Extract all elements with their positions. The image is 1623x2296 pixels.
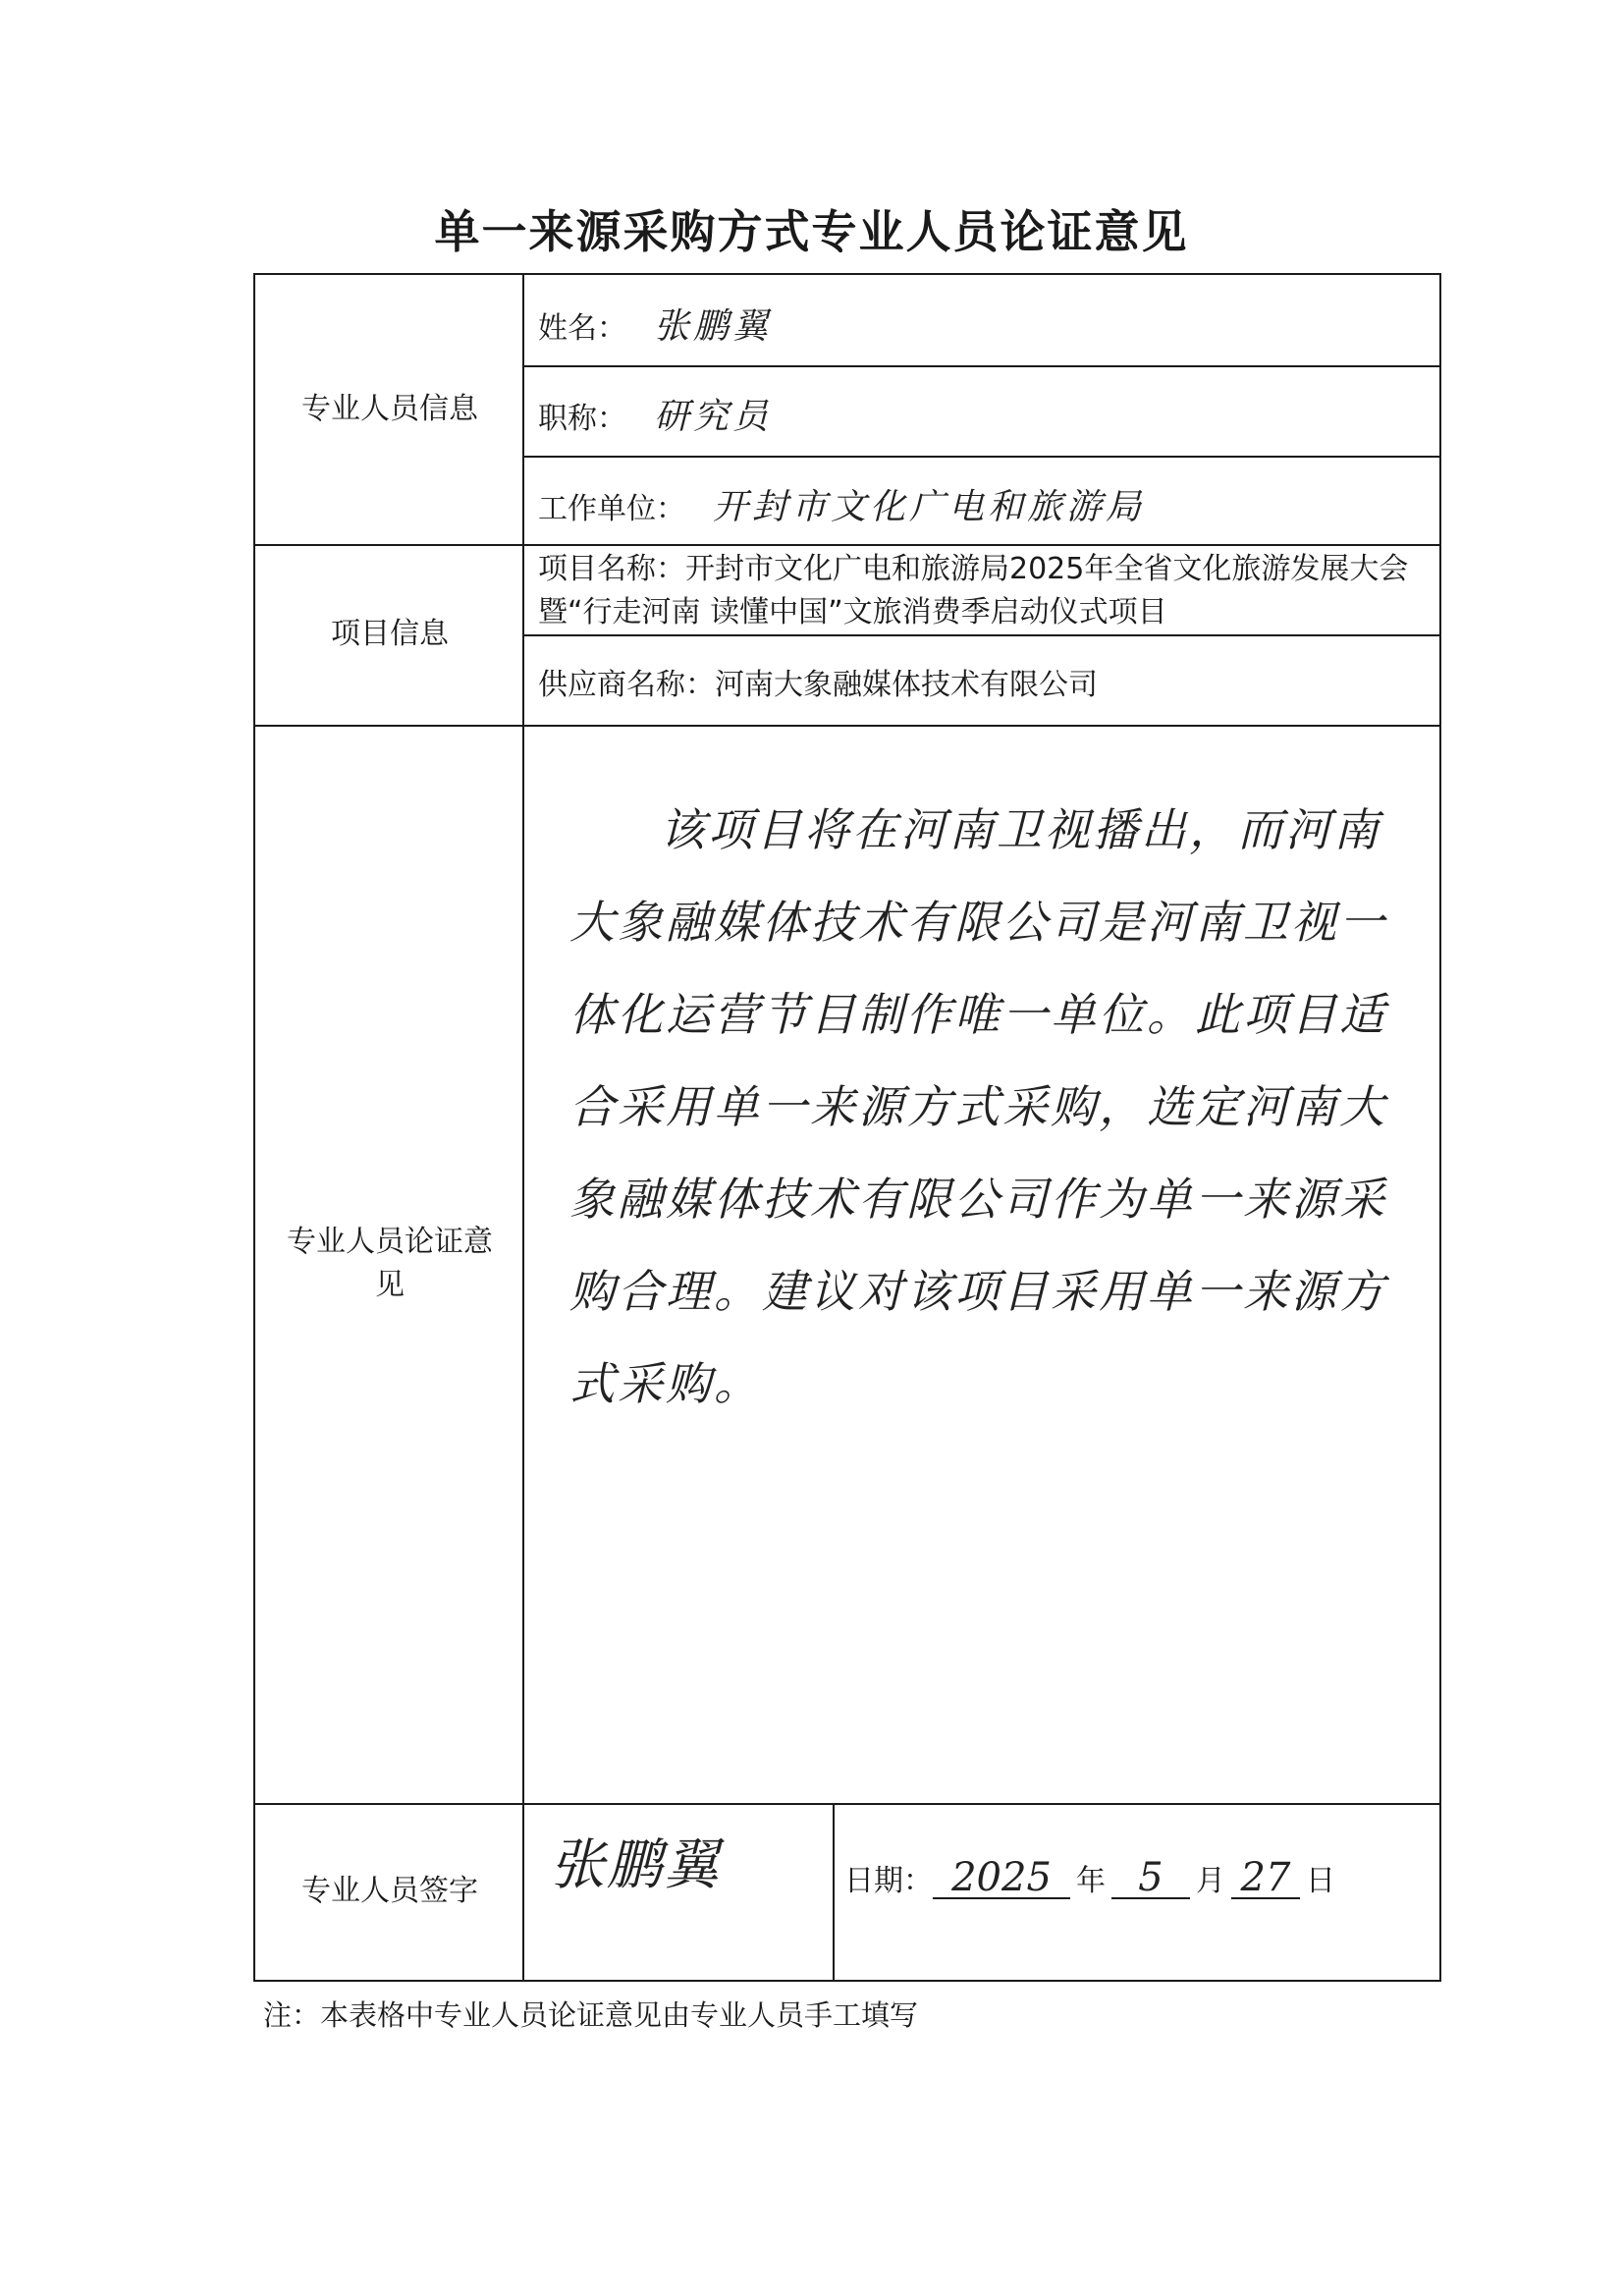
- opinion-label: 专业人员论证意见: [287, 1225, 493, 1302]
- handwritten-signature: 张鹏翼: [550, 1833, 721, 1897]
- date-field: [844, 1856, 1335, 1899]
- title-label: 职称：: [538, 402, 626, 436]
- name-value: 张鹏翼: [654, 306, 773, 347]
- date-column-divider: [833, 1803, 835, 1980]
- date-month-value: 5: [1111, 1858, 1190, 1899]
- row-divider: [524, 365, 1439, 367]
- title-value: 研究员: [654, 397, 773, 437]
- page-title: 单一来源采购方式专业人员论证意见: [434, 205, 1189, 258]
- date-day-value: 27: [1231, 1858, 1300, 1899]
- name-label: 姓名：: [538, 311, 626, 346]
- supplier-field: [538, 660, 1098, 703]
- project-name-field: [538, 548, 1432, 634]
- workplace-label: 工作单位：: [538, 492, 685, 526]
- date-day-unit: 日: [1306, 1864, 1335, 1898]
- date-month-unit: 月: [1196, 1864, 1225, 1898]
- supplier-label: 供应商名称：: [538, 668, 715, 702]
- row-divider: [524, 456, 1439, 458]
- project-name-value: 开封市文化广电和旅游局2025年全省文化旅游发展大会暨“行走河南 读懂中国”文旅消费季启动仪式项目: [538, 552, 1409, 629]
- project-info-label: 项目信息: [331, 617, 449, 651]
- date-year-value: 2025: [933, 1858, 1070, 1899]
- opinion-handwritten-text: 该项目将在河南卫视播出，而河南大象融媒体技术有限公司是河南卫视一体化运营节目制作唯一单位。此项目适合采用单一来源方式采购，选定河南大象融媒体技术有限公司作为单一来源采购合理。建议对该项目采用单一来源方式采购。: [569, 803, 1387, 1410]
- footnote: 注：本表格中专业人员论证意见由专业人员手工填写: [263, 1998, 919, 2032]
- workplace-value: 开封市文化广电和旅游局: [713, 487, 1146, 527]
- title-field: [538, 389, 772, 439]
- date-year-unit: 年: [1076, 1864, 1106, 1898]
- personnel-info-label: 专业人员信息: [301, 392, 478, 426]
- project-name-label: 项目名称：: [538, 552, 685, 586]
- signature-label: 专业人员签字: [301, 1874, 478, 1908]
- supplier-value: 河南大象融媒体技术有限公司: [715, 668, 1098, 702]
- row-divider: [524, 634, 1439, 636]
- form-table: [253, 273, 1441, 1982]
- name-field: [538, 299, 772, 349]
- workplace-field: [538, 479, 1145, 529]
- date-label: 日期：: [844, 1864, 933, 1898]
